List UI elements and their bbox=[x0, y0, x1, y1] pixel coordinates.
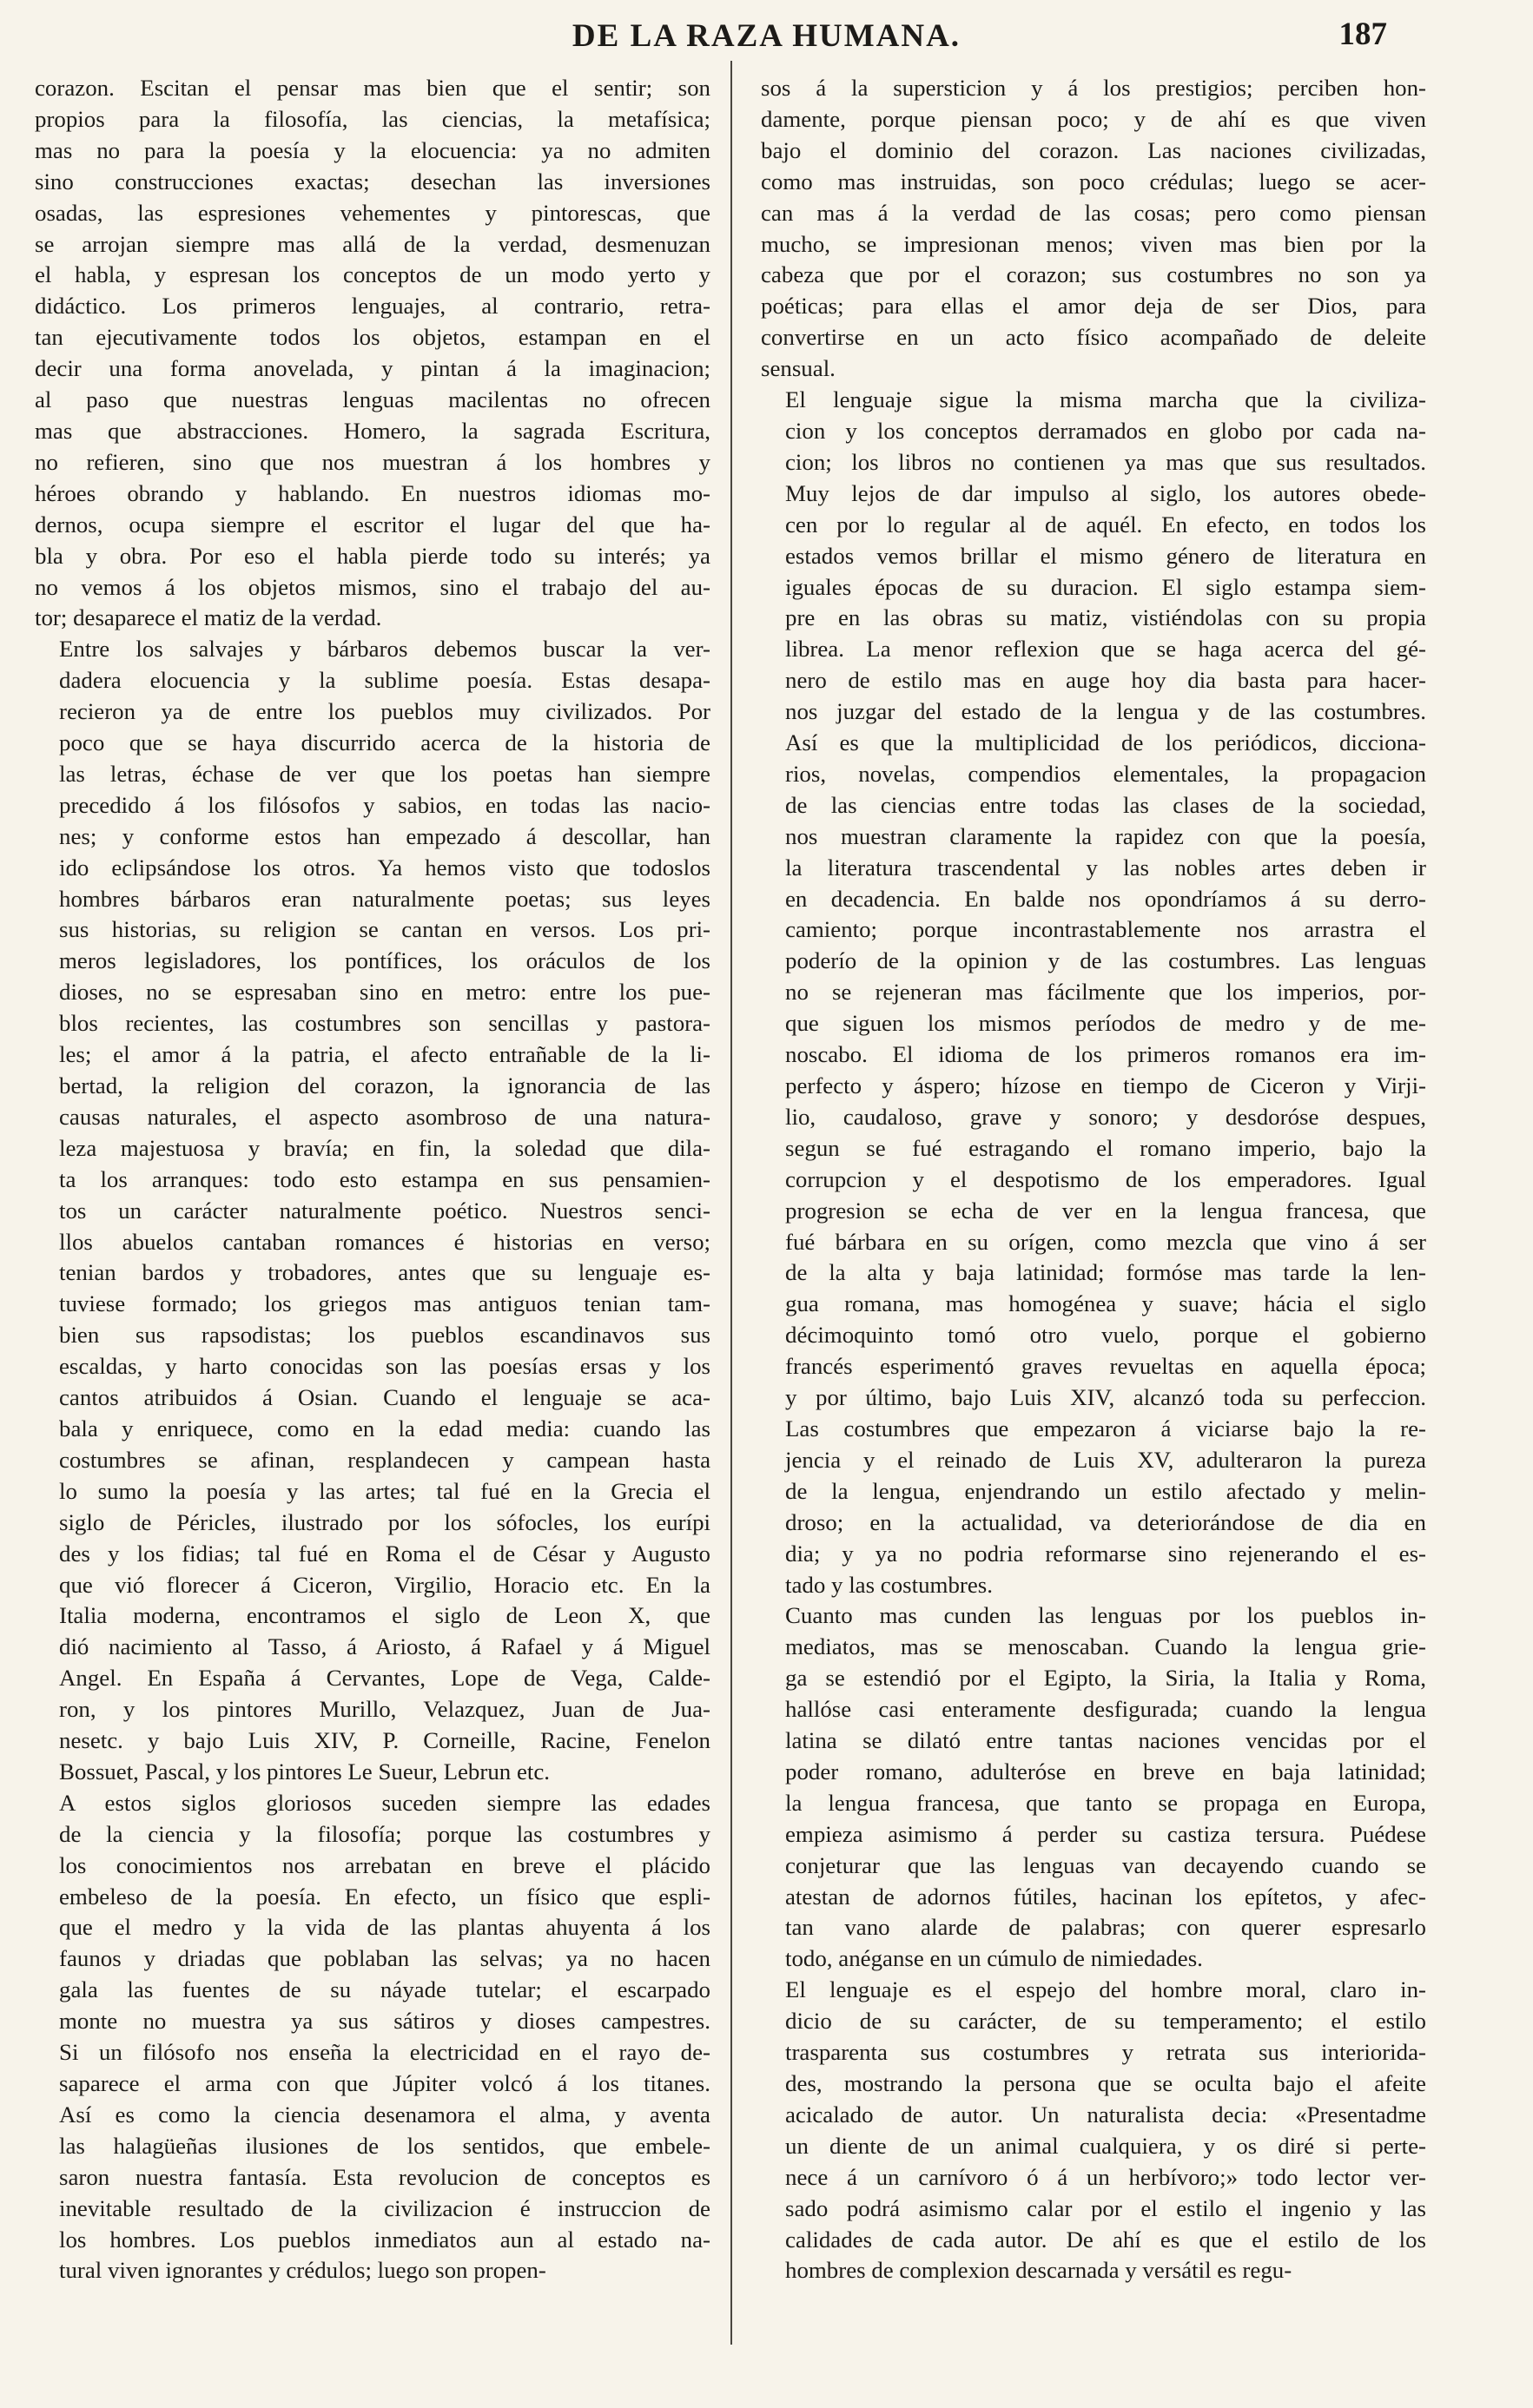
text-line: A estos siglos gloriosos suceden siempre las edades bbox=[59, 1789, 710, 1816]
text-line: mediatos, mas se menoscaban. Cuando la lengua grie- bbox=[785, 1633, 1426, 1660]
text-line: tuviese formado; los griegos mas antiguos tenian tam- bbox=[59, 1290, 710, 1317]
page-number: 187 bbox=[1338, 16, 1387, 52]
text-line: poder romano, adulteróse en breve en baja latinidad; bbox=[785, 1758, 1426, 1785]
text-line: cion; los libros no contienen ya mas que sus resultados. bbox=[785, 448, 1426, 475]
text-line: mas que abstracciones. Homero, la sagrada Escritura, bbox=[35, 417, 710, 444]
text-line: bien sus rapsodistas; los pueblos escandinavos sus bbox=[59, 1322, 710, 1349]
text-line: progresion se echa de ver en la lengua francesa, que bbox=[785, 1197, 1426, 1224]
text-line: ido eclipsándose los otros. Ya hemos visto que todoslos bbox=[59, 854, 710, 881]
text-line: calidades de cada autor. De ahí es que el estilo de los bbox=[785, 2226, 1426, 2253]
text-line: precedido á los filósofos y sabios, en todas las nacio- bbox=[59, 791, 710, 818]
text-line: des y los fidias; tal fué en Roma el de César y Augusto bbox=[59, 1540, 710, 1567]
text-line: tan ejecutivamente todos los objetos, estampan en el bbox=[35, 324, 710, 351]
text-line: cen por lo regular al de aquél. En efecto, en todos los bbox=[785, 511, 1426, 538]
text-line: ron, y los pintores Murillo, Velazquez, Juan de Jua- bbox=[59, 1696, 710, 1723]
text-line: escaldas, y harto conocidas son las poesías ersas y los bbox=[59, 1353, 710, 1380]
text-line: meros legisladores, los pontífices, los oráculos de los bbox=[59, 947, 710, 974]
text-line: les; el amor á la patria, el afecto entrañable de la li- bbox=[59, 1041, 710, 1068]
text-line: convertirse en un acto físico acompañado de deleite bbox=[761, 324, 1426, 351]
text-line: Entre los salvajes y bárbaros debemos buscar la ver- bbox=[59, 636, 710, 663]
text-line: corazon. Escitan el pensar mas bien que el sentir; son bbox=[35, 75, 710, 101]
text-line: fué bárbara en su orígen, como mezcla que vino á ser bbox=[785, 1228, 1426, 1255]
text-line: tenian bardos y trobadores, antes que su lenguaje es- bbox=[59, 1259, 710, 1286]
text-line: tural viven ignorantes y crédulos; luego son propen- bbox=[59, 2257, 546, 2284]
text-line: bajo el dominio del corazon. Las naciones civilizadas, bbox=[761, 136, 1426, 163]
text-line: lo sumo la poesía y las artes; tal fué en la Grecia el bbox=[59, 1477, 710, 1504]
text-line: Las costumbres que empezaron á viciarse bajo la re- bbox=[785, 1415, 1426, 1442]
text-line: la literatura trascendental y las nobles artes deben ir bbox=[785, 854, 1426, 881]
text-line: un diente de un animal cualquiera, y os diré si perte- bbox=[785, 2132, 1426, 2159]
text-line: gala las fuentes de su náyade tutelar; el escarpado bbox=[59, 1976, 710, 2003]
text-line: Así es que la multiplicidad de los periódicos, dicciona- bbox=[785, 729, 1426, 756]
text-line: segun se fué estragando el romano imperio, bajo la bbox=[785, 1134, 1426, 1161]
text-line: monte no muestra ya sus sátiros y dioses campestres. bbox=[59, 2008, 710, 2035]
text-line: no vemos á los objetos mismos, sino el trabajo del au- bbox=[35, 573, 710, 600]
text-line: conjeturar que las lenguas van decayendo cuando se bbox=[785, 1851, 1426, 1878]
text-line: no se rejeneran mas fácilmente que los imperios, por- bbox=[785, 979, 1426, 1006]
text-line: bertad, la religion del corazon, la ignorancia de las bbox=[59, 1072, 710, 1098]
text-line: pre en las obras su matiz, vistiéndolas con su propia bbox=[785, 604, 1426, 631]
text-line: los conocimientos nos arrebatan en breve el plácido bbox=[59, 1851, 710, 1878]
text-line: lio, caudaloso, grave y sonoro; y desdoróse despues, bbox=[785, 1103, 1426, 1130]
text-line: dernos, ocupa siempre el escritor el lugar del que ha- bbox=[35, 511, 710, 538]
text-line: la lengua francesa, que tanto se propaga en Europa, bbox=[785, 1789, 1426, 1816]
text-line: de la ciencia y la filosofía; porque las costumbres y bbox=[59, 1820, 710, 1847]
text-line: nesetc. y bajo Luis XIV, P. Corneille, Racine, Fenelon bbox=[59, 1727, 710, 1754]
text-line: rios, novelas, compendios elementales, la propagacion bbox=[785, 760, 1426, 787]
text-line: sus historias, su religion se cantan en versos. Los pri- bbox=[59, 916, 710, 943]
text-line: didáctico. Los primeros lenguajes, al contrario, retra- bbox=[35, 293, 710, 320]
text-line: hallóse casi enteramente desfigurada; cuando la lengua bbox=[785, 1696, 1426, 1723]
text-line: corrupcion y el despotismo de los emperadores. Igual bbox=[785, 1165, 1426, 1192]
text-line: inevitable resultado de la civilizacion é instruccion de bbox=[59, 2194, 710, 2221]
text-line: de las ciencias entre todas las clases de la sociedad, bbox=[785, 791, 1426, 818]
left-column bbox=[35, 73, 710, 2286]
paragraph bbox=[35, 73, 710, 634]
text-line: nos muestran claramente la rapidez con que la poesía, bbox=[785, 822, 1426, 849]
text-line: que el medro y la vida de las plantas ahuyenta á los bbox=[59, 1914, 710, 1941]
text-line: saparece el arma con que Júpiter volcó á los titanes. bbox=[59, 2070, 710, 2096]
text-line: cabeza que por el corazon; sus costumbres no son ya bbox=[761, 261, 1426, 288]
text-line: mucho, se impresionan menos; viven mas bien por la bbox=[761, 230, 1426, 257]
text-line: des, mostrando la persona que se oculta bajo el afeite bbox=[785, 2070, 1426, 2096]
text-line: cantos atribuidos á Osian. Cuando el lenguaje se aca- bbox=[59, 1384, 710, 1411]
text-line: Bossuet, Pascal, y los pintores Le Sueur, Lebrun etc. bbox=[59, 1758, 551, 1785]
text-line: décimoquinto tomó otro vuelo, porque el gobierno bbox=[785, 1322, 1426, 1349]
text-line: nes; y conforme estos han empezado á descollar, han bbox=[59, 822, 710, 849]
text-line: nece á un carnívoro ó á un herbívoro;» todo lector ver- bbox=[785, 2163, 1426, 2190]
text-line: camiento; porque incontrastablemente nos arrastra el bbox=[785, 916, 1426, 943]
text-line: de la lengua, enjendrando un estilo afectado y melin- bbox=[785, 1477, 1426, 1504]
text-line: saron nuestra fantasía. Esta revolucion de conceptos es bbox=[59, 2163, 710, 2190]
text-line: francés esperimentó graves revueltas en aquella época; bbox=[785, 1353, 1426, 1380]
text-line: que siguen los mismos períodos de medro y de me- bbox=[785, 1010, 1426, 1037]
text-line: no refieren, sino que nos muestran á los hombres y bbox=[35, 448, 710, 475]
text-line: trasparenta sus costumbres y retrata sus interiorida- bbox=[785, 2039, 1426, 2066]
text-line: tor; desaparece el matiz de la verdad. bbox=[35, 604, 382, 631]
text-line: que vió florecer á Ciceron, Virgilio, Horacio etc. En la bbox=[59, 1571, 710, 1598]
text-line: las halagüeñas ilusiones de los sentidos, que embele- bbox=[59, 2132, 710, 2159]
text-line: poéticas; para ellas el amor deja de ser Dios, para bbox=[761, 293, 1426, 320]
text-line: estados vemos brillar el mismo género de literatura en bbox=[785, 542, 1426, 569]
text-line: perfecto y áspero; hízose en tiempo de Ciceron y Virji- bbox=[785, 1072, 1426, 1098]
text-line: propios para la filosofía, las ciencias, la metafísica; bbox=[35, 105, 710, 132]
text-line: las letras, échase de ver que los poetas han siempre bbox=[59, 760, 710, 787]
text-line: de la alta y baja latinidad; formóse mas tarde la len- bbox=[785, 1259, 1426, 1286]
text-line: y por último, bajo Luis XIV, alcanzó toda su perfeccion. bbox=[785, 1384, 1426, 1411]
text-line: atestan de adornos fútiles, hacinan los epítetos, y afec- bbox=[785, 1883, 1426, 1910]
text-line: ta los arranques: todo esto estampa en sus pensamien- bbox=[59, 1165, 710, 1192]
text-line: bla y obra. Por eso el habla pierde todo su interés; ya bbox=[35, 542, 710, 569]
text-line: tan vano alarde de palabras; con querer espresarlo bbox=[785, 1914, 1426, 1941]
text-line: llos abuelos cantaban romances é historias en verso; bbox=[59, 1228, 710, 1255]
text-line: se arrojan siempre mas allá de la verdad, desmenuzan bbox=[35, 230, 710, 257]
text-line: Si un filósofo nos enseña la electricidad en el rayo de- bbox=[59, 2039, 710, 2066]
text-line: Angel. En España á Cervantes, Lope de Vega, Calde- bbox=[59, 1665, 710, 1692]
paragraph bbox=[761, 1975, 1426, 2286]
text-line: dia; y ya no podria reformarse sino rejenerando el es- bbox=[785, 1540, 1426, 1567]
text-line: sino construcciones exactas; desechan las inversiones bbox=[35, 168, 710, 195]
text-line: iguales épocas de su duracion. El siglo estampa siem- bbox=[785, 573, 1426, 600]
text-line: latina se dilató entre tantas naciones vencidas por el bbox=[785, 1727, 1426, 1754]
text-line: jencia y el reinado de Luis XV, adulteraron la pureza bbox=[785, 1446, 1426, 1473]
text-line: hombres de complexion descarnada y versátil es regu- bbox=[785, 2257, 1292, 2284]
paragraph bbox=[761, 1600, 1426, 1975]
text-line: sensual. bbox=[761, 355, 836, 382]
text-line: bala y enriquece, como en la edad media: cuando las bbox=[59, 1415, 710, 1442]
running-title: DE LA RAZA HUMANA. bbox=[572, 18, 961, 54]
text-line: en decadencia. En balde nos opondríamos á su derro- bbox=[785, 885, 1426, 912]
text-line: costumbres se afinan, resplandecen y campean hasta bbox=[59, 1446, 710, 1473]
paragraph bbox=[761, 385, 1426, 1600]
text-line: causas naturales, el aspecto asombroso de una natura- bbox=[59, 1103, 710, 1130]
text-line: mas no para la poesía y la elocuencia: ya no admiten bbox=[35, 136, 710, 163]
text-line: cion y los conceptos derramados en globo por cada na- bbox=[785, 417, 1426, 444]
text-line: leza majestuosa y bravía; en fin, la soledad que dila- bbox=[59, 1134, 710, 1161]
text-line: osadas, las espresiones vehementes y pintorescas, que bbox=[35, 199, 710, 226]
text-line: gua romana, mas homogénea y suave; hácia el siglo bbox=[785, 1290, 1426, 1317]
text-line: Así es como la ciencia desenamora el alma, y aventa bbox=[59, 2101, 710, 2128]
text-line: el habla, y espresan los conceptos de un modo yerto y bbox=[35, 261, 710, 288]
text-line: recieron ya de entre los pueblos muy civilizados. Por bbox=[59, 698, 710, 725]
running-header bbox=[0, 12, 1533, 56]
text-line: poco que se haya discurrido acerca de la historia de bbox=[59, 729, 710, 756]
text-line: nos juzgar del estado de la lengua y de las costumbres. bbox=[785, 698, 1426, 725]
text-line: sado podrá asimismo calar por el estilo el ingenio y las bbox=[785, 2194, 1426, 2221]
text-line: dioses, no se espresaban sino en metro: entre los pue- bbox=[59, 979, 710, 1006]
text-line: El lenguaje sigue la misma marcha que la civiliza- bbox=[785, 386, 1426, 413]
text-line: dió nacimiento al Tasso, á Ariosto, á Rafael y á Miguel bbox=[59, 1633, 710, 1660]
text-line: hombres bárbaros eran naturalmente poetas; sus leyes bbox=[59, 885, 710, 912]
text-line: acicalado de autor. Un naturalista decia: «Presentadme bbox=[785, 2101, 1426, 2128]
text-line: al paso que nuestras lenguas macilentas no ofrecen bbox=[35, 386, 710, 413]
text-line: empieza asimismo á perder su castiza tersura. Puédese bbox=[785, 1820, 1426, 1847]
text-line: can mas á la verdad de las cosas; pero como piensan bbox=[761, 199, 1426, 226]
text-line: El lenguaje es el espejo del hombre moral, claro in- bbox=[785, 1976, 1426, 2003]
column-divider bbox=[730, 61, 732, 2345]
text-line: los hombres. Los pueblos inmediatos aun al estado na- bbox=[59, 2226, 710, 2253]
right-column bbox=[761, 73, 1426, 2286]
text-line: ga se estendió por el Egipto, la Siria, la Italia y Roma, bbox=[785, 1665, 1426, 1692]
text-line: siglo de Péricles, ilustrado por los sófocles, los eurípi bbox=[59, 1508, 710, 1535]
text-line: héroes obrando y hablando. En nuestros idiomas mo- bbox=[35, 479, 710, 506]
paragraph bbox=[35, 634, 710, 1788]
text-line: sos á la supersticion y á los prestigios; perciben hon- bbox=[761, 75, 1426, 101]
text-line: librea. La menor reflexion que se haga acerca del gé- bbox=[785, 636, 1426, 663]
text-line: nero de estilo mas en auge hoy dia basta para hacer- bbox=[785, 667, 1426, 694]
text-line: damente, porque piensan poco; y de ahí es que viven bbox=[761, 105, 1426, 132]
text-line: Italia moderna, encontramos el siglo de Leon X, que bbox=[59, 1602, 710, 1629]
text-line: como mas instruidas, son poco crédulas; luego se acer- bbox=[761, 168, 1426, 195]
paragraph bbox=[35, 1788, 710, 2287]
text-line: blos recientes, las costumbres son sencillas y pastora- bbox=[59, 1010, 710, 1037]
text-line: Muy lejos de dar impulso al siglo, los autores obede- bbox=[785, 479, 1426, 506]
paragraph bbox=[761, 73, 1426, 385]
text-line: poderío de la opinion y de las costumbres. Las lenguas bbox=[785, 947, 1426, 974]
text-line: Cuanto mas cunden las lenguas por los pueblos in- bbox=[785, 1602, 1426, 1629]
text-line: tado y las costumbres. bbox=[785, 1571, 993, 1598]
text-line: tos un carácter naturalmente poético. Nuestros senci- bbox=[59, 1197, 710, 1224]
text-line: decir una forma anovelada, y pintan á la imaginacion; bbox=[35, 355, 710, 382]
text-line: noscabo. El idioma de los primeros romanos era im- bbox=[785, 1041, 1426, 1068]
text-line: todo, anéganse en un cúmulo de nimiedades. bbox=[785, 1945, 1203, 1972]
text-line: faunos y driadas que poblaban las selvas; ya no hacen bbox=[59, 1945, 710, 1972]
text-line: embeleso de la poesía. En efecto, un físico que espli- bbox=[59, 1883, 710, 1910]
text-line: dicio de su carácter, de su temperamento; el estilo bbox=[785, 2008, 1426, 2035]
text-line: dadera elocuencia y la sublime poesía. Estas desapa- bbox=[59, 667, 710, 694]
text-line: droso; en la actualidad, va deteriorándose de dia en bbox=[785, 1508, 1426, 1535]
